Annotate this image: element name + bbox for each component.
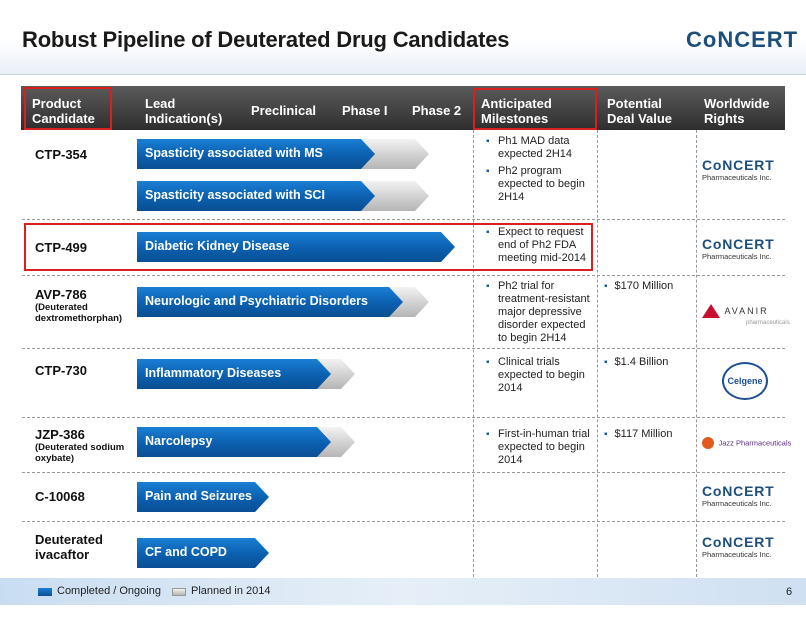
rights-logo-name: CoNCERT [702,534,775,550]
product-candidate-highlight [24,87,112,130]
rights-logo-name: CoNCERT [702,483,775,499]
header-lead-indications: Lead Indication(s) [145,96,223,126]
rights-logo [702,484,774,508]
indication-label: Neurologic and Psychiatric Disorders [145,294,368,308]
product-name: C-10068 [35,489,85,504]
milestone-item: ▪ First-in-human trial expected to begin 2014 [498,428,594,467]
product-name: CTP-499 [35,240,88,255]
column-divider [696,130,697,577]
pipeline-bar [137,482,269,512]
product-name [35,287,135,324]
rights-logo [702,158,774,182]
deal-value: ▪ $117 Million [604,428,672,440]
pipeline-bar [137,359,355,389]
milestones-cell [484,428,594,471]
product-name [35,427,135,464]
rights-logo-name: CoNCERT [702,157,775,173]
legend-planned-swatch [172,588,186,596]
row-divider [22,219,785,220]
jazz-circle-icon [702,437,714,449]
deal-value: ▪ $170 Million [604,280,673,292]
avanir-logo [702,302,792,326]
column-divider [597,130,598,577]
product-name: CTP-354 [35,147,88,162]
header-phase-1: Phase I [342,103,388,118]
rights-logo [702,535,774,559]
celgene-logo [722,362,768,400]
jazz-logo [702,434,791,452]
milestones-cell [484,356,592,399]
rights-logo-name: Celgene [727,376,763,386]
milestone-item: ▪ Ph1 MAD data expected 2H14 [498,135,594,161]
row-divider [22,521,785,522]
indication-label: Diabetic Kidney Disease [145,239,290,253]
legend-planned-label: Planned in 2014 [191,585,271,597]
rights-logo-name: AVANIR [724,305,769,316]
rights-logo-subtitle: Pharmaceuticals Inc. [702,173,772,182]
rights-logo-subtitle: Pharmaceuticals Inc. [702,550,772,559]
pipeline-bar [137,139,429,169]
indication-label: Spasticity associated with MS [145,146,323,160]
pipeline-bar [137,181,429,211]
row-divider [22,417,785,418]
pipeline-bar [137,538,269,568]
rights-logo-subtitle: pharmaceuticals [746,320,790,326]
milestone-item: ▪ Ph2 program expected to begin 2H14 [498,165,594,204]
header-worldwide-rights: Worldwide Rights [704,96,770,126]
indication-label: Narcolepsy [145,434,213,448]
product-subtitle: (Deuterated dextromethorphan) [35,302,123,324]
legend-completed-swatch [38,588,52,596]
pipeline-bar [137,427,355,457]
milestone-item: ▪ Clinical trials expected to begin 2014 [498,356,592,395]
indication-label: Spasticity associated with SCI [145,188,325,202]
page-number: 6 [786,586,793,598]
header-product-candidate: Product Candidate [32,96,95,126]
rights-logo-name: Jazz Pharmaceuticals [718,438,792,448]
column-divider [473,130,474,577]
row-divider [22,275,785,276]
product-subtitle: (Deuterated sodium oxybate) [35,442,125,464]
legend-completed-label: Completed / Ongoing [57,585,161,597]
milestones-cell [484,135,594,208]
indication-label: Pain and Seizures [145,489,252,503]
pipeline-bar [137,287,429,317]
rights-logo-subtitle: Pharmaceuticals Inc. [702,499,772,508]
product-name-text: JZP-386 [35,427,85,442]
concert-logo: CoNCERT [686,27,799,52]
product-name: CTP-730 [35,363,88,378]
slide-title: Robust Pipeline of Deuterated Drug Candidates [22,27,510,52]
avanir-triangle-icon [702,304,720,318]
milestones-highlight [473,88,597,130]
header-potential-deal-value: Potential Deal Value [607,96,673,126]
ctp-499-highlight [24,223,593,271]
indication-label: CF and COPD [145,545,227,559]
deal-value: ▪ $1.4 Billion [604,356,668,368]
header-anticipated-milestones: Anticipated Milestones [481,96,552,126]
product-name-text: AVP-786 [35,287,87,302]
header-preclinical: Preclinical [251,103,317,118]
product-name: Deuterated ivacaftor [35,532,103,562]
header-phase-2: Phase 2 [412,103,462,118]
rights-logo-name: CoNCERT [702,236,775,252]
milestone-item: ▪ Ph2 trial for treatment-resistant major depressive disorder expected to begin 2H14 [498,280,596,345]
rights-logo [702,237,774,261]
row-divider [22,348,785,349]
milestone-item: ▪ Expect to request end of Ph2 FDA meeting mid-2014 [498,226,588,265]
indication-label: Inflammatory Diseases [145,366,282,380]
row-divider [22,472,785,473]
rights-logo-subtitle: Pharmaceuticals Inc. [702,252,772,261]
milestones-cell [484,280,596,349]
